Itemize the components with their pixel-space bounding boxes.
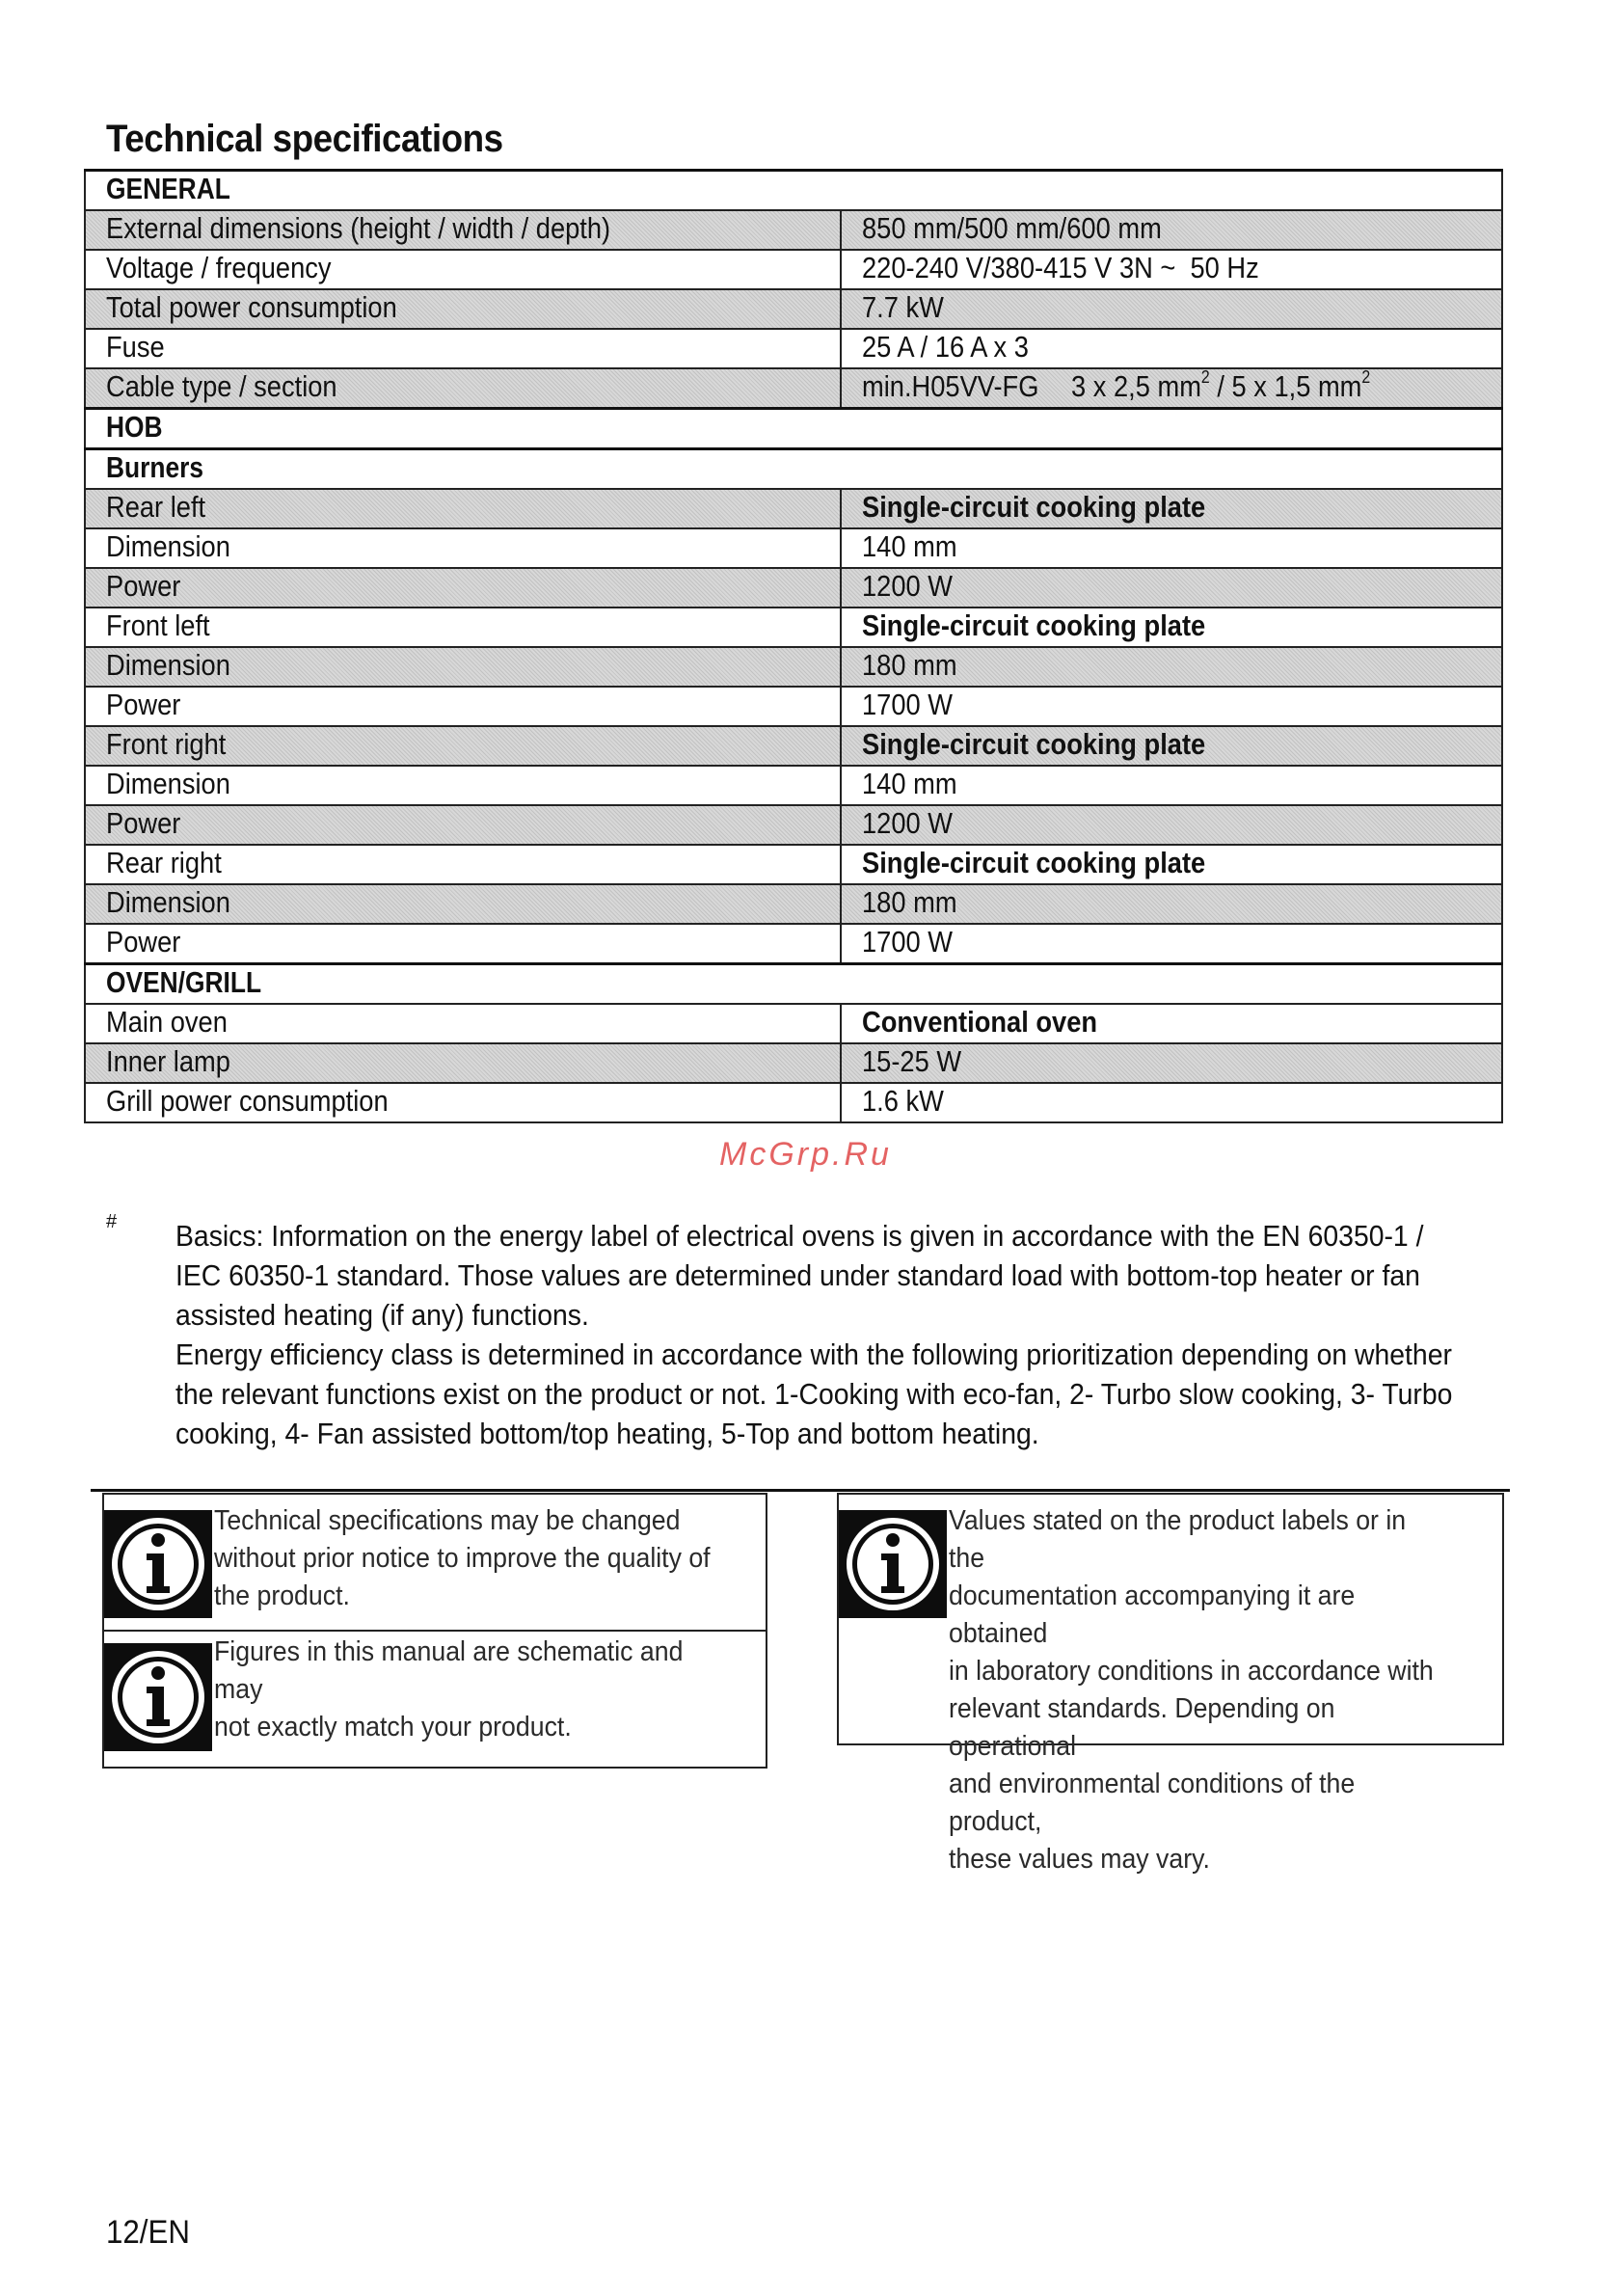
table-row: [85, 884, 1502, 924]
table-row: [85, 766, 1502, 805]
table-row: [85, 805, 1502, 845]
watermark: McGrp.Ru: [719, 1136, 892, 1173]
footnote: [106, 1211, 1504, 1454]
spec-label: Grill power consumption: [106, 1084, 389, 1118]
spec-label: Power: [106, 688, 181, 721]
spec-label: Voltage / frequency: [106, 251, 332, 284]
info-icon: [104, 1510, 212, 1618]
spec-label: Cable type / section: [106, 369, 337, 403]
notice-item: [104, 1495, 766, 1632]
notice-item: [839, 1495, 1502, 1875]
spec-value: 7.7 kW: [862, 290, 944, 324]
divider: [91, 1489, 1510, 1492]
spec-value: Single-circuit cooking plate: [862, 608, 1206, 642]
section-title: HOB: [106, 410, 163, 444]
spec-value: 1700 W: [862, 688, 954, 721]
spec-label: Rear right: [106, 846, 222, 879]
notice-text: Technical specifications may be changed without prior notice to improve the quality of the product.: [214, 1505, 711, 1611]
table-row: [85, 289, 1502, 329]
table-row: [85, 1043, 1502, 1083]
table-row: [85, 845, 1502, 884]
spec-value: 1.6 kW: [862, 1084, 944, 1118]
notice-text: Values stated on the product labels or in the documentation accompanying it are obtained in laboratory conditions in accordance with relevant standards. Depending on operational and environmental conditions of the product, these values may vary.: [949, 1505, 1434, 1875]
spec-value: 220-240 V/380-415 V 3N ~ 50 Hz: [862, 251, 1259, 284]
section-title: Burners: [106, 450, 204, 484]
section-row-oven-grill: [85, 964, 1502, 1005]
spec-value: 850 mm/500 mm/600 mm: [862, 211, 1162, 245]
spec-label: Inner lamp: [106, 1044, 230, 1078]
spec-value: Single-circuit cooking plate: [862, 490, 1206, 524]
info-icon: [839, 1510, 947, 1618]
spec-value: 180 mm: [862, 885, 957, 919]
table-row: [85, 687, 1502, 726]
table-row: [85, 1004, 1502, 1043]
spec-label: Fuse: [106, 330, 165, 364]
notice-box-right: [837, 1493, 1504, 1875]
spec-value: Conventional oven: [862, 1005, 1098, 1039]
spec-value: 140 mm: [862, 767, 957, 800]
table-row: [85, 528, 1502, 568]
table-row: [85, 329, 1502, 368]
table-row: [85, 210, 1502, 250]
spec-label: Rear left: [106, 490, 206, 524]
spec-value: 15-25 W: [862, 1044, 962, 1078]
table-row: [85, 647, 1502, 687]
section-title: GENERAL: [106, 172, 230, 205]
spec-value: Single-circuit cooking plate: [862, 727, 1206, 761]
table-row: [85, 608, 1502, 647]
spec-value: min.H05VV-FG: [862, 369, 1039, 403]
notice-item: [104, 1632, 766, 1767]
section-row-general: [85, 171, 1502, 211]
info-icon: [104, 1643, 212, 1751]
spec-value: Single-circuit cooking plate: [862, 846, 1206, 879]
table-row: [85, 726, 1502, 766]
table-row: [85, 489, 1502, 528]
spec-value: 1200 W: [862, 806, 954, 840]
spec-label: External dimensions (height / width / depth): [106, 211, 611, 245]
spec-label: Dimension: [106, 885, 230, 919]
spec-value: 1700 W: [862, 925, 954, 959]
spec-label: Dimension: [106, 648, 230, 682]
spec-label: Power: [106, 806, 181, 840]
spec-label: Dimension: [106, 529, 230, 563]
spec-label: Power: [106, 569, 181, 603]
table-row: [85, 368, 1502, 409]
spec-value: 180 mm: [862, 648, 957, 682]
spec-label: Main oven: [106, 1005, 228, 1039]
spec-label: Power: [106, 925, 181, 959]
spec-value: 1200 W: [862, 569, 954, 603]
spec-value-cable-section: 3 x 2,5 $mm^2 / 5$ x 1,5 $mm^2$: [1071, 366, 1371, 403]
spec-table: [84, 169, 1503, 1123]
table-row: [85, 924, 1502, 964]
spec-label: Front right: [106, 727, 227, 761]
spec-label: Dimension: [106, 767, 230, 800]
page-title: Technical specifications: [106, 118, 503, 160]
page-number: 12/EN: [106, 2214, 190, 2251]
notice-text: Figures in this manual are schematic and may not exactly match your product.: [214, 1636, 684, 1742]
spec-value: 25 A / 16 A x 3: [862, 330, 1029, 364]
spec-label: Front left: [106, 608, 210, 642]
section-row-hob: [85, 409, 1502, 449]
table-row: [85, 250, 1502, 289]
footnote-mark: #: [106, 1211, 118, 1232]
notice-box-left: [102, 1493, 767, 1769]
section-title: OVEN/GRILL: [106, 965, 262, 999]
spec-label: Total power consumption: [106, 290, 397, 324]
footnote-text: Basics: Information on the energy label of electrical ovens is given in accordance with the EN 60350-1 / IEC 60350-1 standard. Those values are determined under standard load with bottom-top heater or fan assisted heating (if any) functions. Energy efficiency class is determined in accordance with the following prioritization depending on whether the relevant functions exist on the product or not. 1-Cooking with eco-fan, 2- Turbo slow cooking, 3- Turbo cooking, 4- Fan assisted bottom/top heating, 5-Top and bottom heating.: [175, 1220, 1453, 1450]
spec-value: 140 mm: [862, 529, 957, 563]
table-row: [85, 1083, 1502, 1122]
table-row: [85, 568, 1502, 608]
section-row-burners: [85, 449, 1502, 490]
